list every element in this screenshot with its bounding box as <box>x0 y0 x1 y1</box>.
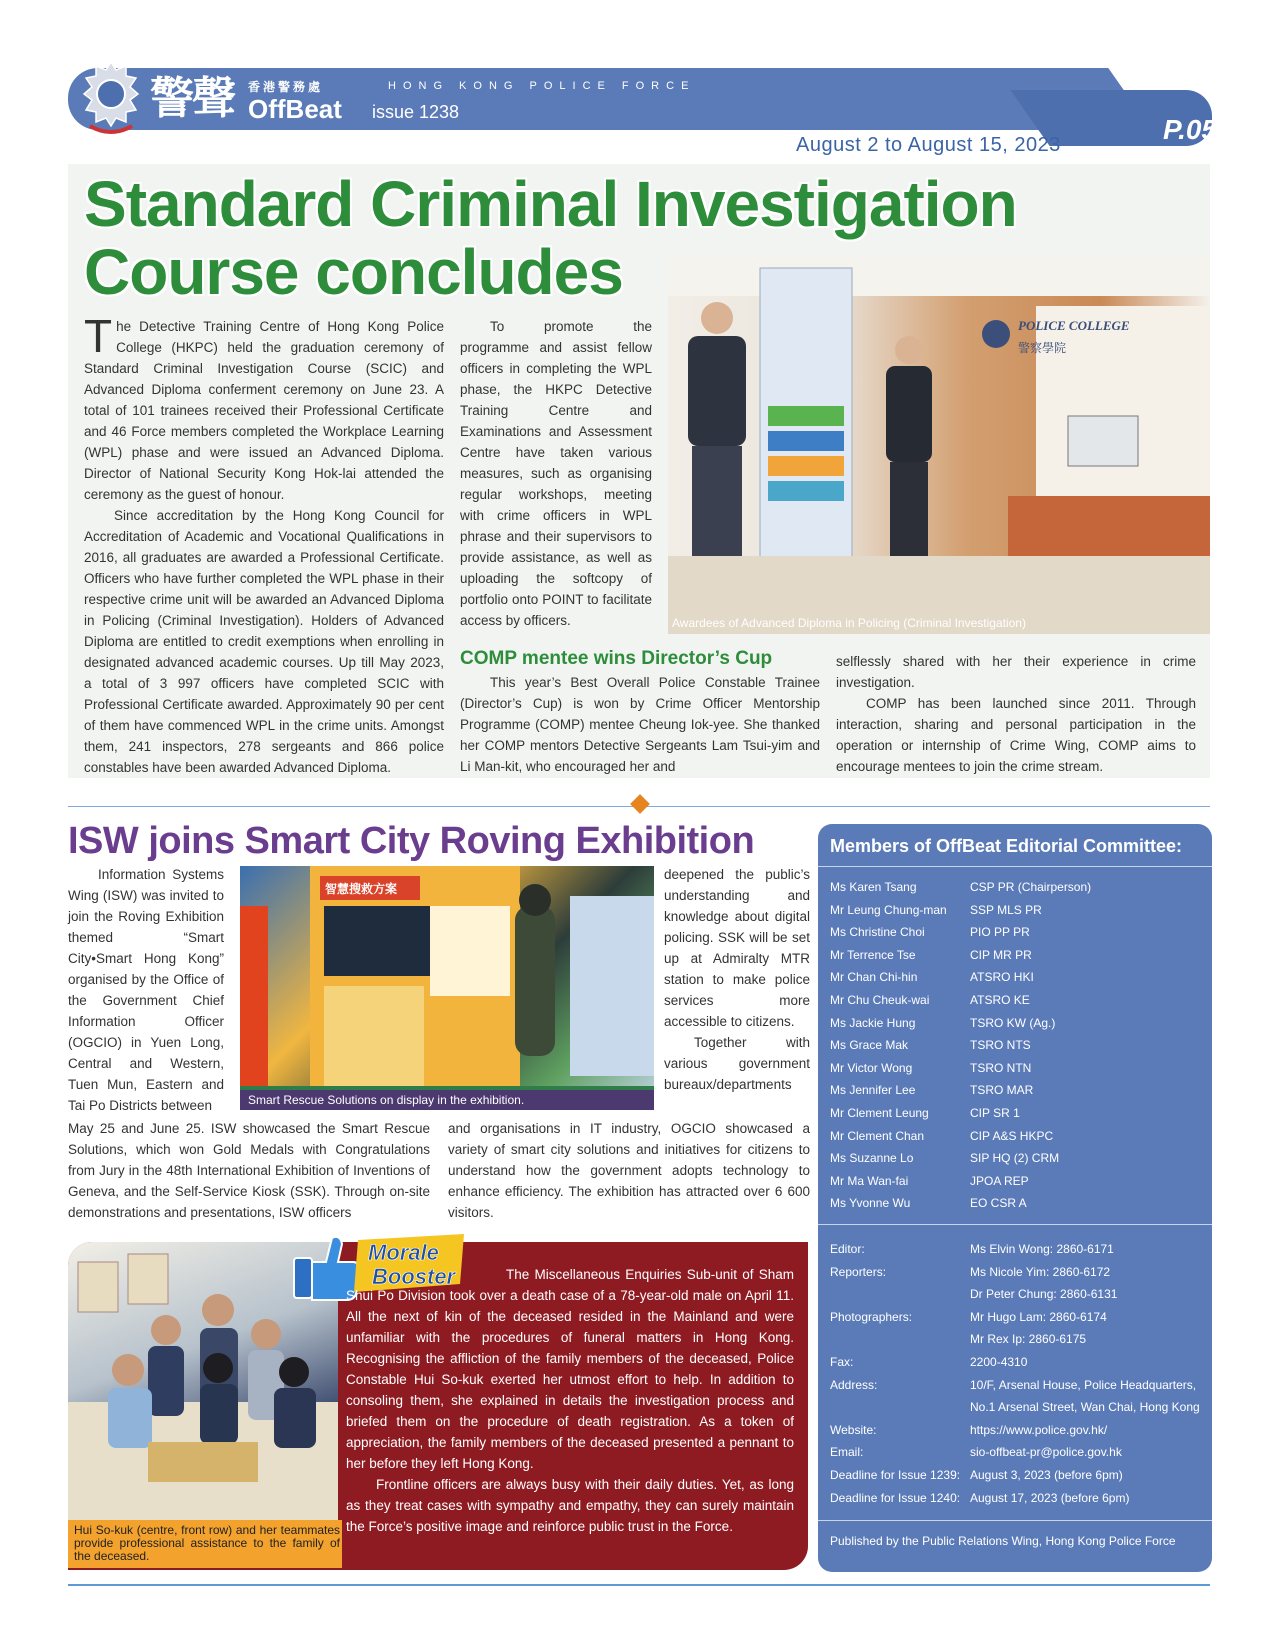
isw-paragraph-right2: Together with various government bureaux/departments <box>664 1035 810 1092</box>
committee-member-role: TSRO NTS <box>970 1038 1031 1053</box>
page-number: P.05 <box>1163 114 1217 145</box>
committee-member-role: EO CSR A <box>970 1196 1027 1211</box>
isw-bottom-left <box>68 1118 430 1223</box>
committee-info-value: Mr Rex Ip: 2860-6175 <box>970 1332 1087 1347</box>
editorial-committee-title: Members of OffBeat Editorial Committee: <box>830 836 1183 856</box>
committee-roles <box>970 876 1200 1215</box>
committee-info-label: Address: <box>830 1377 878 1392</box>
committee-info-value: 2200-4310 <box>970 1354 1028 1369</box>
police-college-sign-chinese: 警察學院 <box>1018 341 1067 355</box>
exhibition-photo <box>240 866 654 1110</box>
committee-info-values <box>970 1238 1210 1509</box>
committee-member-name: Mr Victor Wong <box>830 1060 913 1075</box>
comp-paragraph1: This year’s Best Overall Police Constable Trainee (Director’s Cup) is won by Crime Officer Mentorship Programme (COMP) mentee Cheung Iok-yee. She thanked her COMP mentors Detective Sergeants Lam Tsui-yim and Li Man-kit, who encouraged her and <box>460 675 820 774</box>
committee-member-role: TSRO KW (Ag.) <box>970 1015 1056 1030</box>
committee-info-label: Reporters: <box>830 1264 887 1279</box>
committee-info-value: Mr Hugo Lam: 2860-6174 <box>970 1309 1107 1324</box>
page-bottom-rule <box>68 1584 1210 1586</box>
committee-member-name: Mr Chu Cheuk-wai <box>830 992 930 1007</box>
committee-info-label: Photographers: <box>830 1309 913 1324</box>
committee-info-value: Dr Peter Chung: 2860-6131 <box>970 1287 1118 1302</box>
awardees-photo <box>668 256 1210 634</box>
committee-info-label: Fax: <box>830 1354 854 1369</box>
isw-paragraph-bottom-right: and organisations in IT industry, OGCIO showcased a variety of smart city solutions and initiatives for citizens to understand how the government adopts technology to enhance efficiency. The exhibition has attracted over 6 600 visitors. <box>448 1121 810 1220</box>
comp-column1 <box>460 672 820 777</box>
committee-member-role: PIO PP PR <box>970 925 1030 940</box>
committee-member-role: ATSRO KE <box>970 992 1030 1007</box>
article1-paragraph1: he Detective Training Centre of Hong Kong Police College (HKPC) held the graduation ceremony of Standard Criminal Investigation Course (SCIC) and Advanced Diploma conferment ceremony on June 23. A total of 101 trainees received their Professional Certificate and 46 Force members completed the Workplace Learning (WPL) phase and were issued an Advanced Diploma. Director of National Security Kong Hok-lai attended the ceremony as the guest of honour. <box>84 319 444 502</box>
committee-member-role: CSP PR (Chairperson) <box>970 880 1092 894</box>
committee-member-name: Ms Yvonne Wu <box>830 1196 911 1211</box>
masthead-english: OffBeat <box>248 94 342 124</box>
committee-info-label: Deadline for Issue 1240: <box>830 1490 961 1505</box>
committee-info-value: Ms Elvin Wong: 2860-6171 <box>970 1242 1114 1256</box>
committee-member-role: JPOA REP <box>970 1173 1029 1188</box>
isw-title: ISW joins Smart City Roving Exhibition <box>68 820 755 862</box>
article1-column1 <box>84 310 444 778</box>
article1-title-line2: Course concludes <box>84 236 623 308</box>
committee-member-role: CIP SR 1 <box>970 1105 1020 1120</box>
committee-member-role: CIP A&S HKPC <box>970 1128 1054 1143</box>
issue-date: August 2 to August 15, 2023 <box>796 134 1061 156</box>
committee-info-labels <box>830 1238 970 1509</box>
isw-paragraph-bottom-left: May 25 and June 25. ISW showcased the Smart Rescue Solutions, which won Gold Medals with Congratulations from Jury in the 48th International Exhibition of Inventions of Geneva, and the Self-Service Kiosk (SSK). Through on-site demonstrations and presentations, ISW officers <box>68 1121 430 1220</box>
committee-member-name: Ms Grace Mak <box>830 1038 909 1053</box>
comp-paragraph2: COMP has been launched since 2011. Through interaction, sharing and personal participation in the operation or internship of Crime Wing, COMP aims to encourage mentees to join the crime stream. <box>836 696 1196 774</box>
isw-paragraph1: Information Systems Wing (ISW) was invited to join the Roving Exhibition themed “Smart City•Smart Hong Kong” organised by the Office of the Government Chief Information Officer (OGCIO) in Yuen Long, Central and Western, Tuen Mun, Eastern and Tai Po Districts between <box>68 867 224 1113</box>
committee-info-value[interactable]: https://www.police.gov.hk/ <box>970 1422 1108 1437</box>
committee-member-role: ATSRO HKI <box>970 970 1034 985</box>
committee-member-role: SIP HQ (2) CRM <box>970 1151 1060 1166</box>
committee-published-rule <box>818 1520 1212 1521</box>
morale-booster-paragraph2: Frontline officers are always busy with their daily duties. Yet, as long as they treat cases with sympathy and empathy, they can surely maintain the Force’s positive image and reinforce public trust in the Force. <box>346 1477 794 1534</box>
comp-subtitle: COMP mentee wins Director’s Cup <box>460 648 773 669</box>
force-name: HONG KONG POLICE FORCE <box>388 80 696 92</box>
awardees-photo-illustration <box>668 256 1210 634</box>
committee-member-name: Ms Jennifer Lee <box>830 1083 916 1098</box>
committee-member-name: Mr Chan Chi-hin <box>830 970 918 985</box>
committee-info-label <box>830 1283 970 1306</box>
committee-info-value: No.1 Arsenal Street, Wan Chai, Hong Kong <box>970 1400 1200 1415</box>
masthead-chinese-subtitle: 香港警務處 <box>248 80 324 94</box>
committee-title-rule <box>818 866 1212 867</box>
committee-member-name: Ms Karen Tsang <box>830 880 917 894</box>
committee-info-label: Editor: <box>830 1242 865 1256</box>
committee-info-label <box>830 1328 970 1351</box>
committee-member-name: Mr Terrence Tse <box>830 947 916 962</box>
committee-member-name: Mr Clement Leung <box>830 1105 929 1120</box>
article1-title-line1: Standard Criminal Investigation <box>84 168 1017 240</box>
published-by: Published by the Public Relations Wing, Hong Kong Police Force <box>830 1534 1176 1548</box>
masthead-chinese: 警聲 <box>150 73 234 124</box>
committee-info-label: Email: <box>830 1445 864 1460</box>
committee-member-role: CIP MR PR <box>970 947 1032 962</box>
article1-paragraph3: To promote the programme and assist fellow officers in completing the WPL phase, the HKPC Detective Training Centre and Examinations and Assessment Centre have taken various measures, such as organising regular workshops, meeting with crime officers in WPL phrase and their supervisors to provide assistance, as well as uploading the softcopy of portfolio onto POINT to facilitate access by officers. <box>460 319 652 628</box>
issue-number: issue 1238 <box>372 102 460 122</box>
isw-column-left <box>68 864 224 1116</box>
article1-column2 <box>460 316 652 631</box>
dropcap: T <box>84 310 113 362</box>
isw-column-right <box>664 864 810 1095</box>
committee-info-value[interactable]: sio-offbeat-pr@police.gov.hk <box>970 1445 1122 1460</box>
isw-bottom-right <box>448 1118 810 1223</box>
isw-paragraph-right: deepened the public’s understanding and knowledge about digital policing. SSK will be set up at Admiralty MTR station to make police services more accessible to citizens. <box>664 867 810 1029</box>
police-badge-icon <box>80 60 142 136</box>
police-college-sign: POLICE COLLEGE <box>1018 318 1130 333</box>
exhibition-photo-caption: Smart Rescue Solutions on display in the exhibition. <box>240 1090 654 1110</box>
comp-paragraph1-continued: selflessly shared with her their experience in crime investigation. <box>836 654 1196 690</box>
committee-member-name: Ms Jackie Hung <box>830 1015 916 1030</box>
committee-info-value: Ms Nicole Yim: 2860-6172 <box>970 1264 1111 1279</box>
committee-member-name: Mr Leung Chung-man <box>830 902 947 917</box>
article1-paragraph2: Since accreditation by the Hong Kong Council for Accreditation of Academic and Vocational Qualifications in 2016, all graduates are awarded a Professional Certificate. Officers who have further completed the WPL phase in their respective crime unit will be awarded an Advanced Diploma in Policing (Criminal Investigation). Holders of Advanced Diploma are entitled to credit exemptions when enrolling in designated advanced academic courses. Up till May 2023, a total of 3 997 officers have completed SCIC with Professional Certificate awarded. Approximately 90 per cent of them have commenced WPL in the crime units. Amongst them, 241 inspectors, 278 sergeants and 866 police constables have been awarded Advanced Diploma. <box>84 508 444 775</box>
divider-diamond-icon <box>630 794 650 814</box>
committee-member-name: Mr Ma Wan-fai <box>830 1173 909 1188</box>
committee-member-role: TSRO MAR <box>970 1083 1034 1098</box>
morale-booster-logo-line2: Booster <box>372 1264 456 1289</box>
exhibition-photo-illustration <box>240 866 654 1110</box>
committee-info-label: Website: <box>830 1422 877 1437</box>
morale-booster-text <box>346 1264 794 1537</box>
morale-booster-logo-line1: Morale <box>368 1240 439 1265</box>
committee-info-label: Deadline for Issue 1239: <box>830 1467 961 1482</box>
committee-member-name: Mr Clement Chan <box>830 1128 925 1143</box>
committee-info-label <box>830 1396 970 1419</box>
committee-info-value: August 17, 2023 (before 6pm) <box>970 1490 1130 1505</box>
awardees-photo-caption: Awardees of Advanced Diploma in Policing (Criminal Investigation) <box>672 616 1026 630</box>
committee-info-value: August 3, 2023 (before 6pm) <box>970 1467 1123 1482</box>
committee-names <box>830 876 970 1215</box>
exhibition-sign-text: 智慧搜救方案 <box>325 882 398 896</box>
comp-column2 <box>836 651 1196 777</box>
committee-info-rule <box>818 1224 1212 1225</box>
committee-member-name: Ms Christine Choi <box>830 925 925 940</box>
committee-member-role: SSP MLS PR <box>970 902 1042 917</box>
committee-member-name: Ms Suzanne Lo <box>830 1151 914 1166</box>
committee-member-role: TSRO NTN <box>970 1060 1032 1075</box>
committee-info-value: 10/F, Arsenal House, Police Headquarters, <box>970 1377 1197 1392</box>
morale-booster-paragraph1: The Miscellaneous Enquiries Sub-unit of Sham Shui Po Division took over a death case of a 78-year-old male on April 11. All the next of kin of the deceased resided in the Mainland and were unfamiliar with the procedures of funeral matters in Hong Kong. Recognising the affliction of the family members of the deceased, Police Constable Hui So-kuk exerted her utmost effort to help. In addition to consoling them, she explained in details the investigation process and briefed them on the procedure of death registration. As a token of appreciation, the family members of the deceased presented a pennant to her before they left Hong Kong. <box>346 1267 794 1471</box>
morale-booster-photo-caption: Hui So-kuk (centre, front row) and her teammates provide professional assistance to the family of the deceased. <box>68 1520 342 1568</box>
